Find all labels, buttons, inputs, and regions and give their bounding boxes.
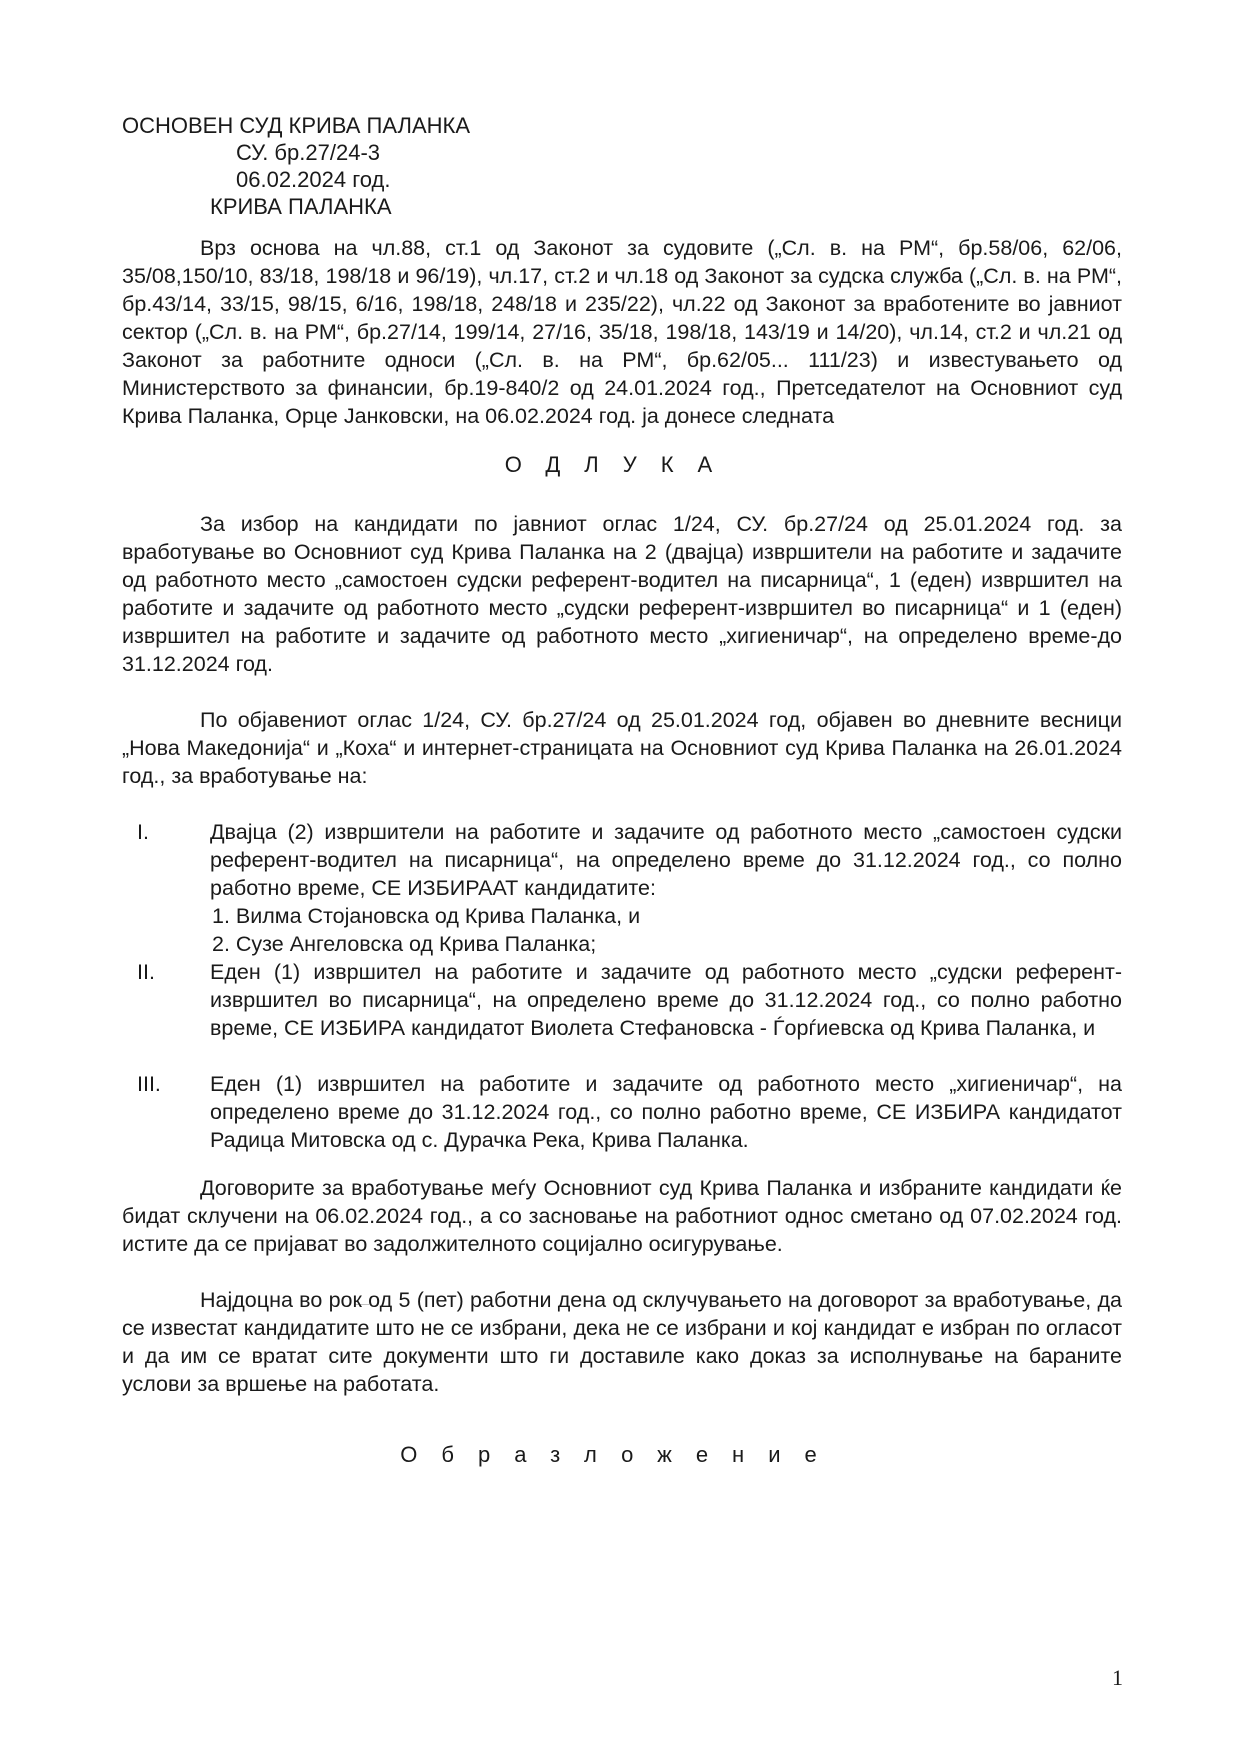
document-date: 06.02.2024 год. bbox=[236, 167, 391, 192]
preamble-paragraph: Врз основа на чл.88, ст.1 од Законот за судовите („Сл. в. на РМ“, бр.58/06, 62/06, 35/08,150/10, 83/18, 198/18 и 96/19), чл.17, ст.2 и чл.18 од Законот за судска служба („Сл. в. на РМ“, бр.43/14, 33/15, 98/15, 6/16, 198/18, 248/18 и 235/22), чл.22 од Законот за вработените во јавниот сектор („Сл. в. на РМ“, бр.27/14, 199/14, 27/16, 35/18, 198/18, 143/19 и 14/20), чл.14, ст.2 и чл.21 од Законот за работните односи („Сл. в. на РМ“, бр.62/05... 111/23) и известувањето од Министерството за финансии, бр.19-840/2 од 24.01.2024 год., Претседателот на Основниот суд Крива Паланка, Орце Јанковски, на 06.02.2024 год. ја донесе следната bbox=[122, 236, 1122, 428]
list-item bbox=[210, 818, 1122, 958]
list-item bbox=[210, 1070, 1122, 1154]
item-numeral: III. bbox=[137, 1072, 161, 1096]
contracts-paragraph: Договорите за вработување меѓу Основниот суд Крива Паланка и избраните кандидати ќе бидат склучени на 06.02.2024 год., а со засновање на работниот однос сметано од 07.02.2024 год. истите да се пријават во задолжителното социјално осигурување. bbox=[122, 1176, 1122, 1256]
item-text: Двајца (2) извршители на работите и задачите од работното место „самостоен судски референт-водител на писарница“, на определено време до 31.12.2024 год., со полно работно време, СЕ ИЗБИРААТ кандидатите: bbox=[210, 820, 1122, 900]
candidate-entry: 1. Вилма Стојановска од Крива Паланка, и bbox=[212, 904, 641, 928]
item-text: Еден (1) извршител на работите и задачите од работното место „хигиеничар“, на определено време до 31.12.2024 год., со полно работно време, СЕ ИЗБИРА кандидатот Радица Митовска од с. Дурачка Река, Крива Паланка. bbox=[210, 1072, 1122, 1152]
list-item bbox=[210, 958, 1122, 1042]
reference-number: СУ. бр.27/24-3 bbox=[236, 140, 380, 165]
court-name: ОСНОВЕН СУД КРИВА ПАЛАНКА bbox=[122, 113, 470, 138]
candidate-entry: 2. Сузе Ангеловска од Крива Паланка; bbox=[212, 932, 597, 956]
item-numeral: I. bbox=[137, 820, 149, 844]
page-number: 1 bbox=[1112, 1665, 1123, 1690]
document-city: КРИВА ПАЛАНКА bbox=[210, 194, 392, 219]
intro-paragraph: По објавениот оглас 1/24, СУ. бр.27/24 од 25.01.2024 год, објавен во дневните весници „Нова Македонија“ и „Коха“ и интернет-страницата на Основниот суд Крива Паланка на 26.01.2024 год., за вработување на: bbox=[122, 708, 1122, 788]
reasoning-title: Образложение bbox=[400, 1442, 841, 1467]
decision-title: ОДЛУКА bbox=[504, 452, 737, 477]
notice-paragraph: Најдоцна во рок од 5 (пет) работни дена од склучувањето на договорот за вработување, да се известат кандидатите што не се избрани, дека не се избрани и кој кандидат е избран по огласот и да им се вратат сите документи што ги доставиле како доказ за исполнување на бараните услови за вршење на работата. bbox=[122, 1288, 1122, 1396]
decision-subject-paragraph: За избор на кандидати по јавниот оглас 1/24, СУ. бр.27/24 од 25.01.2024 год. за вработување во Основниот суд Крива Паланка на 2 (двајца) извршители на работите и задачите од работното место „самостоен судски референт-водител на писарница“, 1 (еден) извршител на работите и задачите од работното место „судски референт-извршител во писарница“ и 1 (еден) извршител на работите и задачите од работното место „хигиеничар“, на определено време-до 31.12.2024 год. bbox=[122, 512, 1122, 676]
item-text: Еден (1) извршител на работите и задачите од работното место „судски референт-извршител во писарница“, на определено време до 31.12.2024 год., со полно работно време, СЕ ИЗБИРА кандидатот Виолета Стефановска - Ѓорѓиевска од Крива Паланка, и bbox=[210, 960, 1122, 1040]
item-numeral: II. bbox=[137, 960, 155, 984]
